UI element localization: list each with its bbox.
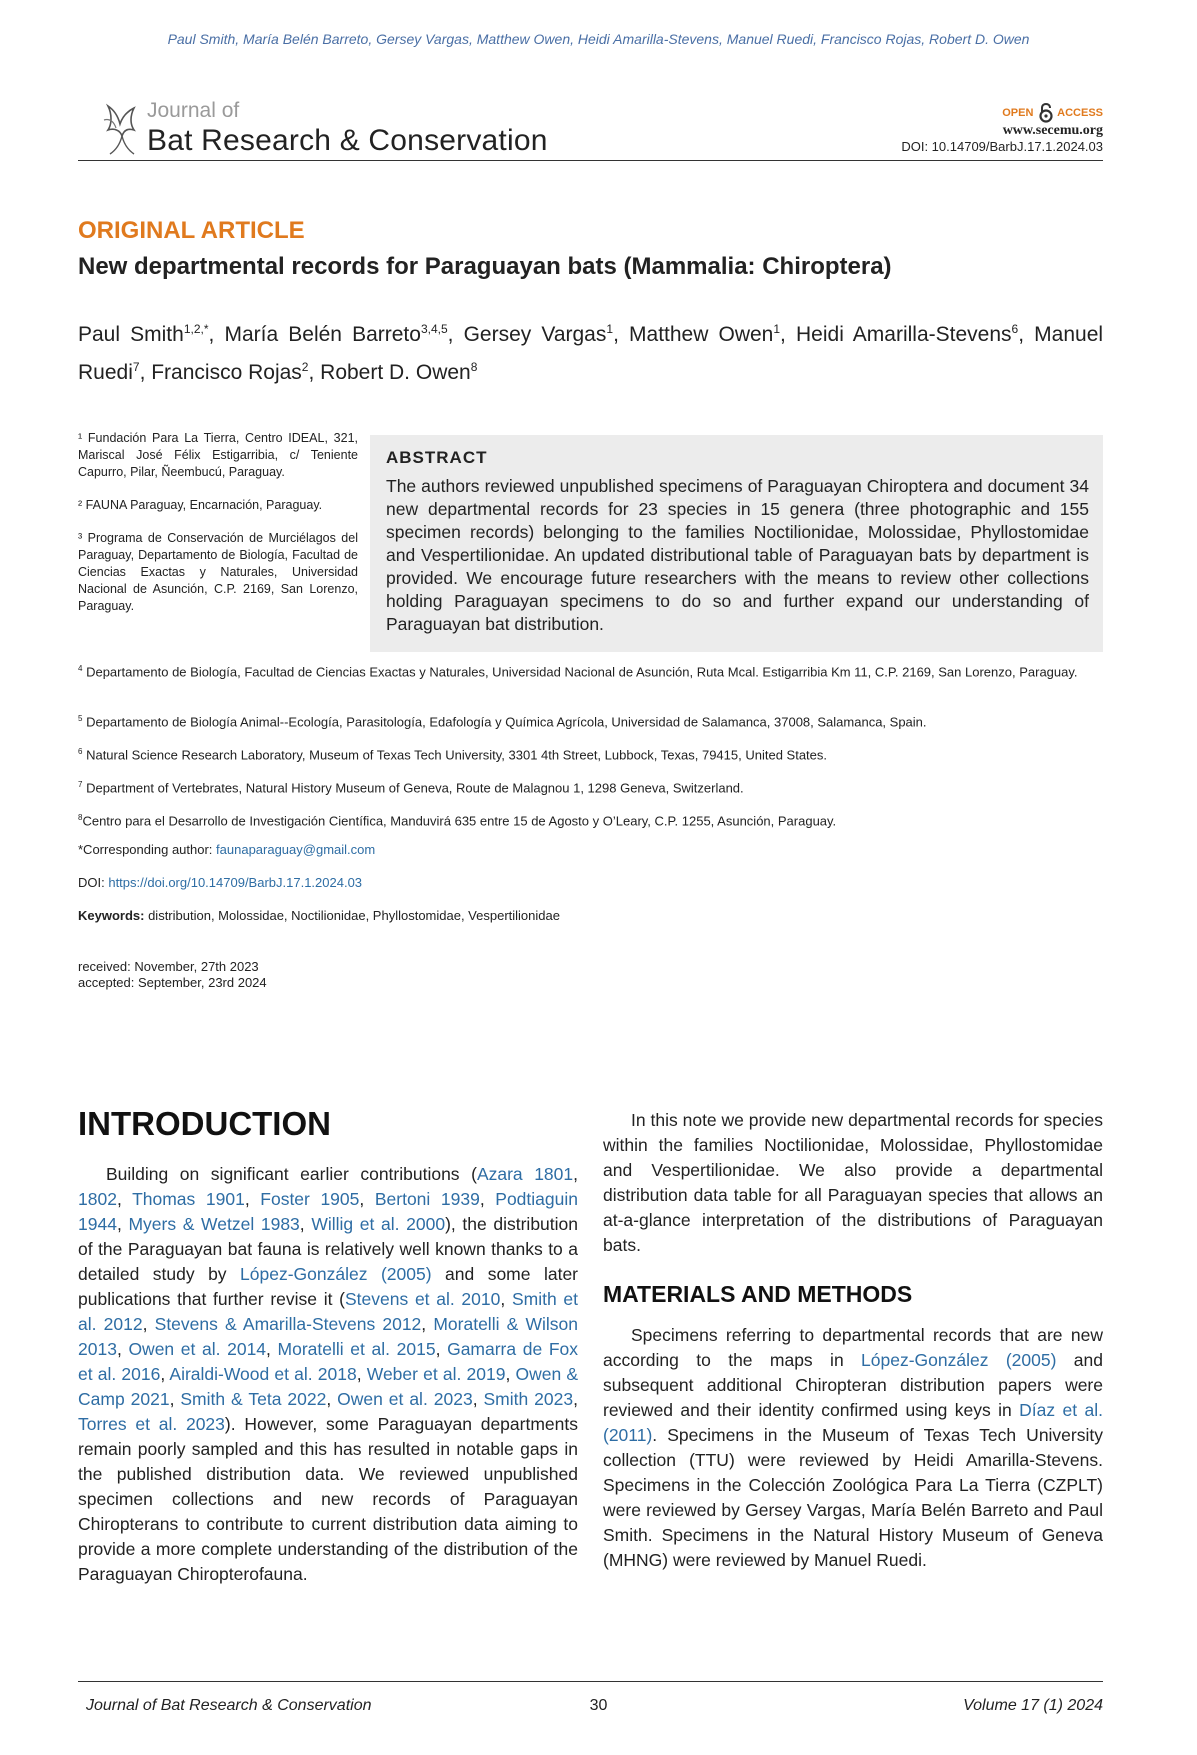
introduction-text: Building on significant earlier contributions (Azara 1801, 1802, Thomas 1901, Foster 1905, Bertoni 1939, Podtiaguin 1944, Myers & Wetzel 1983, Willig et al. 2000), the distribution of the Paraguayan bat fauna is relatively well known thanks to a detailed study by López-González (2005) and some later publications that further revise it (Stevens et al. 2010, Smith et al. 2012, Stevens & Amarilla-Stevens 2012, Moratelli & Wilson 2013, Owen et al. 2014, Moratelli et al. 2015, Gamarra de Fox et al. 2016, Airaldi-Wood et al. 2018, Weber et al. 2019, Owen & Camp 2021, Smith & Teta 2022, Owen et al. 2023, Smith 2023, Torres et al. 2023). However, some Paraguayan departments remain poorly sampled and this has resulted in notable gaps in the published distribution data. We reviewed unpublished specimen collections and new records of Paraguayan Chiropterans to contribute to current distribution data aiming to provide a more complete understanding of the distribution of the Paraguayan Chiropterofauna. [78, 1164, 579, 1584]
author-name: María Belén Barreto [224, 323, 421, 346]
doi-link[interactable]: https://doi.org/10.14709/BarbJ.17.1.2024.03 [108, 875, 363, 890]
affiliation-2: ² FAUNA Paraguay, Encarnación, Paraguay. [78, 498, 323, 512]
author-name: Matthew Owen [629, 323, 774, 346]
journal-logo[interactable] [78, 96, 558, 166]
open-access-right: ACCESS [1057, 106, 1103, 119]
header-doi: DOI: 10.14709/BarbJ.17.1.2024.03 [901, 139, 1103, 154]
affiliation-3: ³ Programa de Conservación de Murciélagos del Paraguay, Departamento de Biología, Facultad de Ciencias Exactas y Naturales, Universidad Nacional de Asunción, C.P. 2169, San Lorenzo, Paraguay. [78, 531, 358, 613]
author-list: Paul Smith$^{1,2,*}$, María Belén Barreto$^{3,4,5}$, Gersey Vargas$^1$, Matthew Owen$^1$, Heidi Amarilla-Stevens$^6$, Manuel Ruedi$^7$, Francisco Rojas$^2$, Robert D. Owen$^8$ [78, 322, 1104, 384]
methods-heading: MATERIALS AND METHODS [603, 1281, 913, 1307]
article-type: ORIGINAL ARTICLE [78, 217, 305, 244]
article-title: New departmental records for Paraguayan bats (Mammalia: Chiroptera) [78, 253, 892, 280]
affiliation-7: $^7$ Department of Vertebrates, Natural History Museum of Geneva, Route de Malagnou 1, 1298 Geneva, Switzerland. [78, 780, 744, 796]
affiliation-5: $^5$ Departamento de Biología Animal--Ecología, Parasitología, Edafología y Química Agrícola, Universidad de Salamanca, 37008, Salamanca, Spain. [78, 714, 927, 730]
header-divider [78, 160, 1103, 161]
corresponding-author: *Corresponding author: faunaparaguay@gmail.com [78, 842, 376, 857]
author-name: Heidi Amarilla-Stevens [796, 323, 1012, 346]
author-name: Paul Smith [78, 323, 184, 346]
affiliation-8: $^8$Centro para el Desarrollo de Investigación Científica, Manduvirá 635 entre 15 de Agosto y O’Leary, C.P. 1255, Asunción, Paraguay. [78, 813, 837, 829]
affiliation-4: $^4$ Departamento de Biología, Facultad de Ciencias Exactas y Naturales, Universidad Nacional de Asunción, Ruta Mcal. Estigarribia Km 11, C.P. 2169, San Lorenzo, Paraguay. [78, 664, 1078, 680]
abstract-text: The authors reviewed unpublished specimens of Paraguayan Chiroptera and document 34 new departmental records for 23 species in 15 genera (three photographic and 155 specimen records) belonging to the families Noctilionidae, Molossidae, Phyllostomidae and Vespertilionidae. An updated distributional table of Paraguayan bats by department is provided. We encourage future researchers with the means to review other collections holding Paraguayan specimens to do so and further expand our understanding of Paraguayan bat distribution. [386, 476, 1089, 634]
journal-website-link[interactable]: www.secemu.org [1002, 123, 1103, 138]
keywords-text: distribution, Molossidae, Noctilionidae, Phyllostomidae, Vespertilionidae [144, 908, 560, 923]
page-number: 30 [589, 1697, 608, 1714]
affiliation-6: $^6$ Natural Science Research Laboratory, Museum of Texas Tech University, 3301 4th Street, Lubbock, Texas, 79415, United States. [78, 747, 828, 763]
open-access-lock-icon [1039, 103, 1053, 123]
article-dates [78, 959, 267, 991]
author-affil: 3,4,5 [420, 322, 448, 336]
abstract-box [370, 435, 1103, 652]
author-name: Francisco Rojas [151, 361, 302, 384]
affiliation-1: ¹ Fundación Para La Tierra, Centro IDEAL, 321, Mariscal José Félix Estigarribia, c/ Teniente Capurro, Pilar, Ñeembucú, Paraguay. [78, 431, 358, 479]
doi-line: DOI: https://doi.org/10.14709/BarbJ.17.1.2024.03 [78, 875, 363, 890]
open-access-badge [1002, 103, 1103, 123]
author-name: Manuel Ruedi [78, 323, 1104, 384]
open-access-left: OPEN [1002, 106, 1034, 119]
keywords-label: Keywords: [78, 908, 145, 923]
bat-logo-icon [100, 100, 144, 156]
author-affil: 1,2,* [183, 322, 209, 336]
author-affil: 6 [1011, 322, 1019, 336]
corresponding-email-link[interactable]: faunaparaguay@gmail.com [216, 842, 376, 857]
received-date: received: November, 27th 2023 [78, 959, 259, 974]
footer-volume: Volume 17 (1) 2024 [963, 1697, 1103, 1714]
footer-divider [78, 1681, 1103, 1682]
footer-journal: Journal of Bat Research & Conservation [86, 1697, 372, 1714]
affiliations-column [78, 430, 358, 631]
right-column-text: In this note we provide new departmental records for species within the families Noctilionidae, Molossidae, Phyllostomidae and Vespertilionidae. We also provide a departmental distribution data table for all Paraguayan species that allows an at-a-glance interpretation of the distributions of Paraguayan bats. MATERIALS AND METHODS Specimens referring to departmental records that are new according to the maps in López-González (2005) and subsequent additional Chiropteran distribution papers were reviewed and their identity confirmed using keys in Díaz et al. (2011). Specimens in the Museum of Texas Tech University collection (TTU) were reviewed by Heidi Amarilla-Stevens. Specimens in the Colección Zoológica Para La Tierra (CZPLT) were reviewed by Gersey Vargas, María Belén Barreto and Paul Smith. Specimens in the Natural History Museum of Geneva (MHNG) were reviewed by Manuel Ruedi. [603, 1110, 1103, 1570]
author-affil: 1 [606, 322, 614, 336]
author-name: Robert D. Owen [320, 361, 471, 384]
author-affil: 8 [470, 360, 478, 374]
author-affil: 1 [773, 322, 781, 336]
accepted-date: accepted: September, 23rd 2024 [78, 975, 267, 990]
introduction-heading: INTRODUCTION [78, 1105, 331, 1142]
abstract-heading: ABSTRACT [386, 448, 488, 467]
journal-prefix: Journal of [147, 99, 240, 122]
running-head: Paul Smith, María Belén Barreto, Gersey Vargas, Matthew Owen, Heidi Amarilla-Stevens, Manuel Ruedi, Francisco Rojas, Robert D. Owen [167, 31, 1030, 47]
author-name: Gersey Vargas [463, 323, 607, 346]
author-affil: 2 [301, 360, 309, 374]
keywords [78, 908, 560, 923]
author-affil: 7 [132, 360, 140, 374]
journal-name: Bat Research & Conservation [147, 124, 548, 157]
